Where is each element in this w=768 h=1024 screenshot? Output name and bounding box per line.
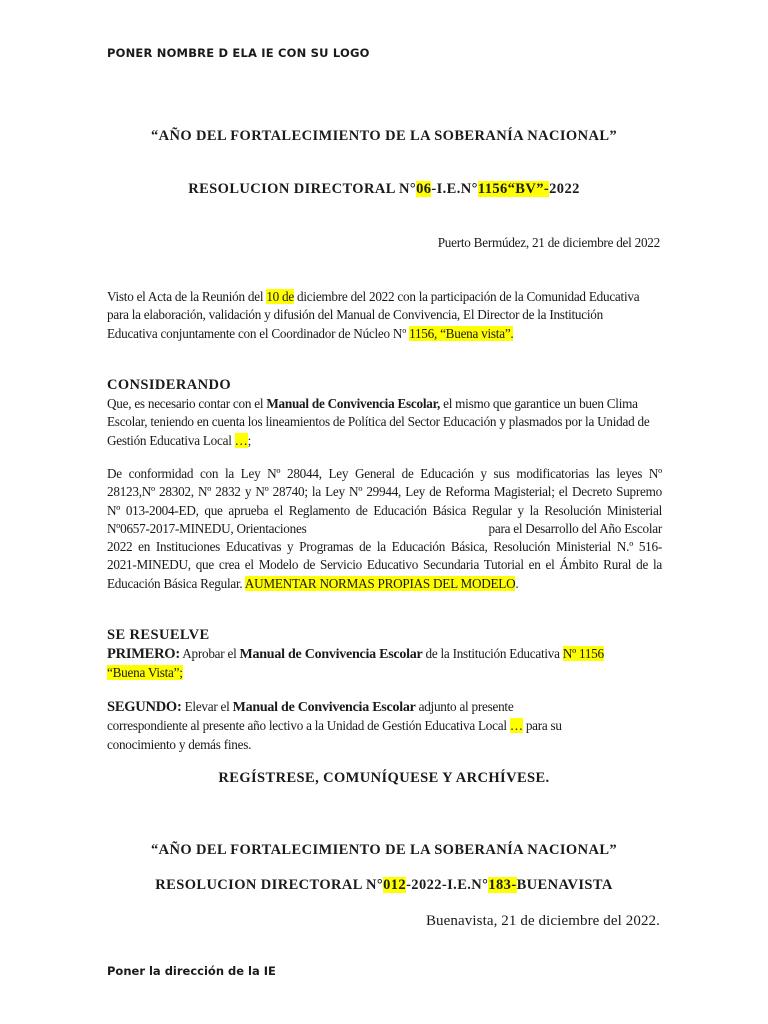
considerando-paragraph-1 [107,395,662,450]
considerando-p2-line-1: De conformidad con la Ley Nº 28044, Ley General de Educación y sus modificatorias las leyes Nº [107,466,662,481]
considerando-p1-line-3: Gestión Educativa Local …; [107,432,252,448]
year-motto-2: “AÑO DEL FORTALECIMIENTO DE LA SOBERANÍA NACIONAL” [150,842,618,858]
segundo-line-1: SEGUNDO: Elevar el Manual de Convivencia Escolar adjunto al presente [107,699,514,715]
place-date-2: Buenavista, 21 de diciembre del 2022. [425,913,660,929]
primero-line-2: “Buena Vista”; [107,665,183,681]
visto-line-1: Visto el Acta de la Reunión del 10 de diciembre del 2022 con la participación de la Comunidad Educativa [107,289,640,304]
visto-line-3: Educativa conjuntamente con el Coordinador de Núcleo Nº 1156, “Buena vista”. [107,325,514,341]
highlighted-note: AUMENTAR NORMAS PROPIAS DEL MODELO [244,575,516,591]
resolution-2-number: 012 [383,877,407,893]
considerando-paragraph-2 [107,465,662,593]
primero-line-1: PRIMERO: Aprobar el Manual de Convivencia Escolar de la Institución Educativa Nº 1156 [107,646,604,662]
resolution-title [0,181,768,198]
year-motto: “AÑO DEL FORTALECIMIENTO DE LA SOBERANÍA NACIONAL” [150,128,618,144]
considerando-p2-line-6: 2021-MINEDU, que crea el Modelo de Servicio Educativo Secundaria Tutorial en el Ámbito Rural de la [107,557,662,573]
considerando-p1-line-1: Que, es necesario contar con el Manual de Convivencia Escolar, el mismo que garantice un buen Clima [107,396,638,411]
footer-note: Poner la dirección de la IE [107,964,276,978]
resolution-2-school: 183- [488,877,517,893]
visto-paragraph [107,288,662,343]
segundo-label: SEGUNDO: [107,699,182,715]
resolution-number: 06 [416,181,432,197]
considerando-p2-line-5: 2022 en Instituciones Educativas y Programas de la Educación Básica, Resolución Ministerial N.º 516- [107,539,662,555]
considerando-heading: CONSIDERANDO [107,377,232,393]
resolution-school: 1156“BV”- [477,181,550,197]
primero-paragraph [107,645,667,683]
considerando-p1-line-2: Escolar, teniendo en cuenta los lineamientos de Política del Sector Educación y plasmados por la Unidad de [107,414,650,430]
resolution-title-2: RESOLUCION DIRECTORAL N°012-2022-I.E.N°183-BUENAVISTA [155,877,613,893]
resolution-mid: -I.E.N° [431,181,478,197]
considerando-p2-line-4: Nº0657-2017-MINEDU, Orientaciones para el Desarrollo del Año Escolar [107,520,662,536]
considerando-p2-line-2: 28123,Nº 28302, Nº 2832 y Nº 28740; la Ley Nº 29944, Ley de Reforma Magisterial; el Decreto Supremo [107,484,662,500]
resolution-prefix: RESOLUCION DIRECTORAL N° [188,181,417,197]
manual-bold: Manual de Convivencia Escolar, [266,396,441,411]
header-note: PONER NOMBRE D ELA IE CON SU LOGO [107,46,370,60]
resolution-year: 2022 [549,181,580,197]
considerando-p2-line-3: Nº 013-2004-ED, que aprueba el Reglamento de Educación Básica Regular y la Resolución Ministerial [107,502,662,518]
segundo-line-3: conocimiento y demás fines. [107,736,252,752]
segundo-paragraph [107,698,667,754]
place-date: Puerto Bermúdez, 21 de diciembre del 2022 [437,235,660,250]
visto-line-2: para la elaboración, validación y difusión del Manual de Convivencia, El Director de la Institución [107,307,603,323]
segundo-line-2: correspondiente al presente año lectivo a la Unidad de Gestión Educativa Local … para su [107,718,562,734]
primero-label: PRIMERO: [107,646,180,662]
considerando-p2-line-7: Educación Básica Regular. AUMENTAR NORMAS PROPIAS DEL MODELO. [107,575,519,591]
closing-formula: REGÍSTRESE, COMUNÍQUESE Y ARCHÍVESE. [218,770,550,786]
se-resuelve-heading: SE RESUELVE [107,627,210,643]
